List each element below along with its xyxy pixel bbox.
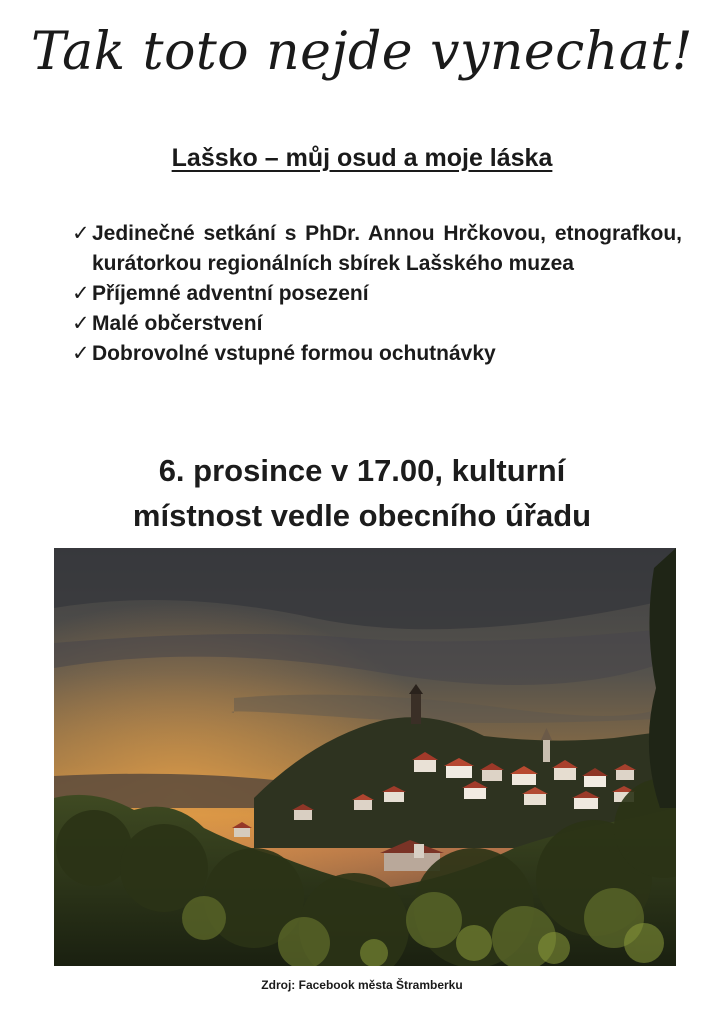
bullet-list — [72, 219, 682, 369]
bullet-text: Příjemné adventní posezení — [92, 282, 369, 305]
checkmark-icon: ✓ — [72, 312, 90, 335]
bullet-text: Dobrovolné vstupné formou ochutnávky — [92, 342, 496, 365]
event-place-line: místnost vedle obecního úřadu — [132, 498, 592, 533]
town-landscape-photo — [54, 548, 676, 966]
event-date-line: 6. prosince v 17.00, kulturní — [158, 453, 566, 488]
bullet-text: Jedinečné setkání s PhDr. Annou Hrčkovou, etnografkou, kurátorkou regionálních sbírek Lašského muzea — [92, 222, 682, 275]
checkmark-icon: ✓ — [72, 282, 90, 305]
event-details — [0, 448, 724, 538]
subtitle: Lašsko – můj osud a moje láska — [171, 144, 553, 172]
bullet-item — [72, 219, 682, 279]
headline: Tak toto nejde vynechat! — [30, 22, 694, 82]
checkmark-icon: ✓ — [72, 222, 90, 245]
checkmark-icon: ✓ — [72, 342, 90, 365]
bullet-item — [72, 279, 682, 309]
bullet-item — [72, 309, 682, 339]
bullet-text: Malé občerstvení — [92, 312, 263, 335]
photo-source-caption: Zdroj: Facebook města Štramberku — [261, 978, 463, 992]
bullet-item — [72, 339, 682, 369]
